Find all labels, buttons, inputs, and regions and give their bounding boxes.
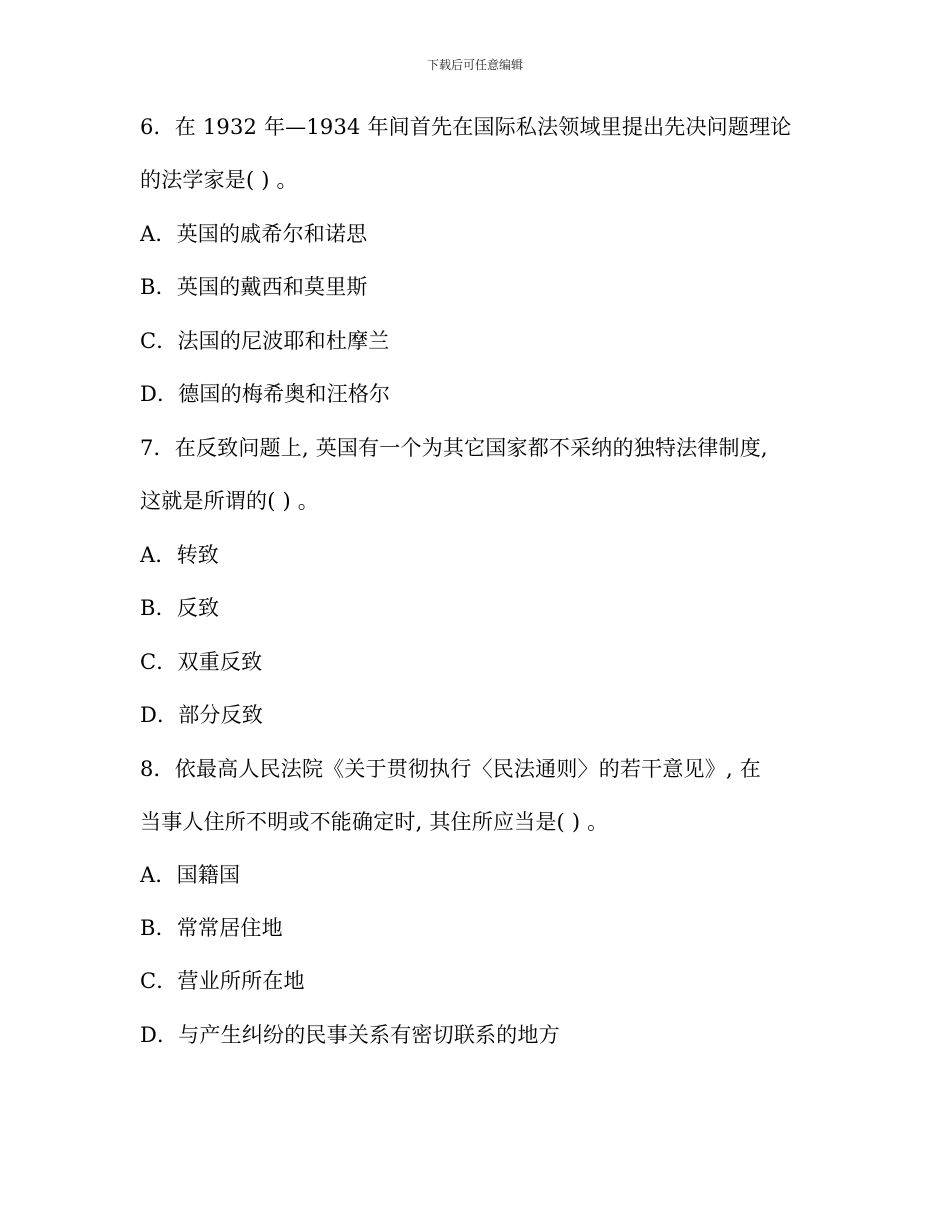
question-7-option-b: B．反致 (140, 596, 220, 620)
question-8-option-c: C．营业所所在地 (140, 969, 305, 993)
question-8-line-1: 8．依最高人民法院《关于贯彻执行〈民法通则〉的若干意见》, 在 (140, 757, 761, 781)
question-8-option-b: B．常常居住地 (140, 916, 283, 940)
question-7-option-a: A．转致 (140, 543, 219, 567)
question-6-option-a: A．英国的戚希尔和诺思 (140, 222, 368, 246)
question-6-option-d: D．德国的梅希奥和汪格尔 (140, 382, 391, 406)
question-7-option-c: C．双重反致 (140, 650, 263, 674)
question-8-line-2: 当事人住所不明或不能确定时, 其住所应当是( ) 。 (140, 810, 609, 834)
question-6-line-2: 的法学家是( ) 。 (140, 168, 298, 192)
page-header: 下载后可任意编辑 (426, 58, 523, 72)
question-7-line-1: 7．在反致问题上, 英国有一个为其它国家都不采纳的独特法律制度, (140, 436, 768, 460)
question-6-line-1: 6．在 1932 年—1934 年间首先在国际私法领域里提出先决问题理论 (140, 115, 792, 139)
question-8-option-d: D．与产生纠纷的民事关系有密切联系的地方 (140, 1023, 560, 1047)
question-6-option-b: B．英国的戴西和莫里斯 (140, 275, 368, 299)
question-7-line-2: 这就是所谓的( ) 。 (140, 489, 319, 513)
question-7-option-d: D．部分反致 (140, 703, 264, 727)
question-6-option-c: C．法国的尼波耶和杜摩兰 (140, 329, 390, 353)
question-8-option-a: A．国籍国 (140, 863, 241, 887)
